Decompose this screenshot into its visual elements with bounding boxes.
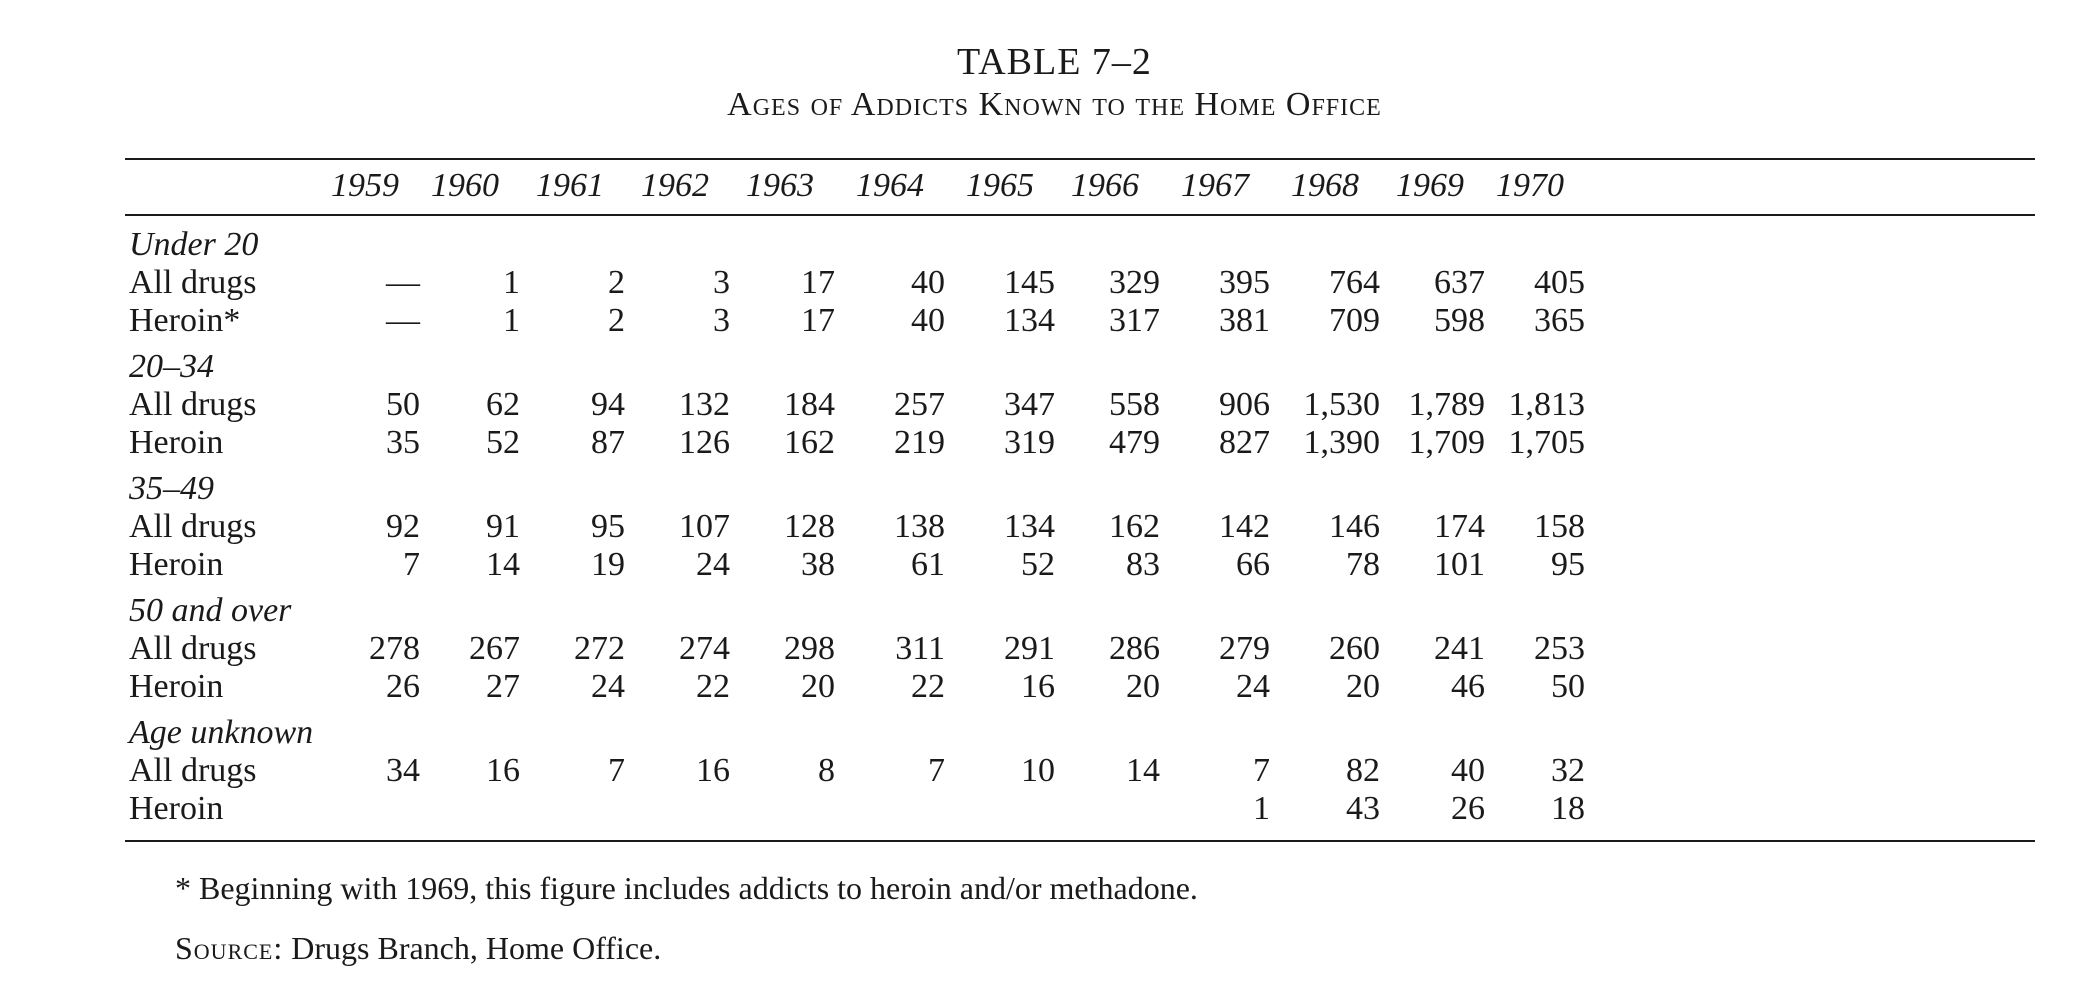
year-header-10: 1969 xyxy=(1396,167,1464,204)
cell-heroin: 1,709 xyxy=(1408,424,1485,461)
cell-all-drugs: 7 xyxy=(608,752,625,789)
source-text: Drugs Branch, Home Office. xyxy=(291,930,662,966)
table-subtitle: Ages of Addicts Known to the Home Office xyxy=(727,86,1382,123)
cell-all-drugs: 94 xyxy=(591,386,625,423)
cell-all-drugs: 906 xyxy=(1219,386,1270,423)
cell-heroin: 66 xyxy=(1236,546,1270,583)
cell-all-drugs: 405 xyxy=(1534,264,1585,301)
cell-all-drugs: 311 xyxy=(895,630,945,667)
cell-heroin: 20 xyxy=(801,668,835,705)
cell-all-drugs: 2 xyxy=(608,264,625,301)
cell-all-drugs: 272 xyxy=(574,630,625,667)
table-body xyxy=(125,226,2035,836)
cell-heroin: 43 xyxy=(1346,790,1380,827)
cell-all-drugs: 8 xyxy=(818,752,835,789)
cell-heroin: 365 xyxy=(1534,302,1585,339)
cell-heroin: 16 xyxy=(1021,668,1055,705)
cell-all-drugs: 395 xyxy=(1219,264,1270,301)
group-label: 20–34 xyxy=(129,348,214,385)
cell-heroin: 22 xyxy=(911,668,945,705)
cell-all-drugs: 32 xyxy=(1551,752,1585,789)
cell-heroin: 709 xyxy=(1329,302,1380,339)
cell-all-drugs: 162 xyxy=(1109,508,1160,545)
bottom-rule xyxy=(125,840,2035,842)
cell-heroin: 134 xyxy=(1004,302,1055,339)
cell-heroin: 87 xyxy=(591,424,625,461)
age-group-0 xyxy=(125,226,2035,348)
cell-all-drugs: 158 xyxy=(1534,508,1585,545)
cell-all-drugs: 347 xyxy=(1004,386,1055,423)
row-label-all-drugs: All drugs xyxy=(129,386,257,423)
cell-all-drugs: 142 xyxy=(1219,508,1270,545)
cell-all-drugs: 267 xyxy=(469,630,520,667)
cell-heroin: 24 xyxy=(696,546,730,583)
cell-all-drugs: 146 xyxy=(1329,508,1380,545)
cell-heroin: 18 xyxy=(1551,790,1585,827)
cell-heroin: 17 xyxy=(801,302,835,339)
row-label-heroin: Heroin xyxy=(129,424,224,461)
cell-all-drugs: 34 xyxy=(386,752,420,789)
cell-heroin: 26 xyxy=(1451,790,1485,827)
year-header-9: 1968 xyxy=(1291,167,1359,204)
row-label-heroin: Heroin* xyxy=(129,302,241,339)
cell-all-drugs: 14 xyxy=(1126,752,1160,789)
cell-heroin: 40 xyxy=(911,302,945,339)
cell-heroin: 1,705 xyxy=(1508,424,1585,461)
cell-all-drugs: 764 xyxy=(1329,264,1380,301)
header-rule xyxy=(125,214,2035,216)
table-title: TABLE 7–2 xyxy=(957,41,1152,83)
age-group-2 xyxy=(125,470,2035,592)
cell-all-drugs: 241 xyxy=(1434,630,1485,667)
year-header-3: 1962 xyxy=(641,167,709,204)
title-block xyxy=(0,40,2089,126)
cell-heroin: 827 xyxy=(1219,424,1270,461)
cell-heroin: 1 xyxy=(1253,790,1270,827)
cell-all-drugs: 1,789 xyxy=(1408,386,1485,423)
year-header-5: 1964 xyxy=(856,167,924,204)
year-header-2: 1961 xyxy=(536,167,604,204)
cell-all-drugs: 16 xyxy=(696,752,730,789)
cell-all-drugs: 82 xyxy=(1346,752,1380,789)
cell-all-drugs: 40 xyxy=(911,264,945,301)
year-header-6: 1965 xyxy=(966,167,1034,204)
cell-all-drugs: 107 xyxy=(679,508,730,545)
cell-all-drugs: 10 xyxy=(1021,752,1055,789)
cell-all-drugs: 40 xyxy=(1451,752,1485,789)
cell-all-drugs: 17 xyxy=(801,264,835,301)
source-label: Source: xyxy=(175,930,284,966)
cell-all-drugs: 62 xyxy=(486,386,520,423)
cell-all-drugs: 92 xyxy=(386,508,420,545)
cell-heroin: 381 xyxy=(1219,302,1270,339)
cell-all-drugs: 1,530 xyxy=(1303,386,1380,423)
cell-all-drugs: 7 xyxy=(1253,752,1270,789)
cell-heroin: 14 xyxy=(486,546,520,583)
year-header-8: 1967 xyxy=(1181,167,1249,204)
cell-heroin: 61 xyxy=(911,546,945,583)
row-label-all-drugs: All drugs xyxy=(129,752,257,789)
cell-all-drugs: 50 xyxy=(386,386,420,423)
cell-heroin: 52 xyxy=(486,424,520,461)
cell-all-drugs: 174 xyxy=(1434,508,1485,545)
group-label: Under 20 xyxy=(129,226,259,263)
year-header-7: 1966 xyxy=(1071,167,1139,204)
year-header-1: 1960 xyxy=(431,167,499,204)
row-label-heroin: Heroin xyxy=(129,668,224,705)
cell-heroin: 219 xyxy=(894,424,945,461)
row-label-heroin: Heroin xyxy=(129,790,224,827)
group-label: Age unknown xyxy=(129,714,314,751)
cell-all-drugs: 279 xyxy=(1219,630,1270,667)
cell-all-drugs: 637 xyxy=(1434,264,1485,301)
cell-heroin: 38 xyxy=(801,546,835,583)
cell-all-drugs: 91 xyxy=(486,508,520,545)
cell-heroin: 126 xyxy=(679,424,730,461)
year-header-11: 1970 xyxy=(1496,167,1564,204)
cell-all-drugs: 7 xyxy=(928,752,945,789)
footnote: * Beginning with 1969, this figure includes addicts to heroin and/or methadone. xyxy=(175,870,1198,906)
row-label-all-drugs: All drugs xyxy=(129,264,257,301)
cell-heroin: 22 xyxy=(696,668,730,705)
cell-all-drugs: 16 xyxy=(486,752,520,789)
year-header-row xyxy=(125,160,2035,212)
year-header-4: 1963 xyxy=(746,167,814,204)
cell-heroin: 20 xyxy=(1346,668,1380,705)
cell-heroin: 319 xyxy=(1004,424,1055,461)
group-label: 35–49 xyxy=(129,470,214,507)
cell-heroin: 20 xyxy=(1126,668,1160,705)
cell-all-drugs: 145 xyxy=(1004,264,1055,301)
cell-heroin: 50 xyxy=(1551,668,1585,705)
cell-all-drugs: 128 xyxy=(784,508,835,545)
cell-heroin: 1 xyxy=(503,302,520,339)
cell-all-drugs: 1,813 xyxy=(1508,386,1585,423)
year-header-0: 1959 xyxy=(331,167,399,204)
row-label-heroin: Heroin xyxy=(129,546,224,583)
cell-heroin: 19 xyxy=(591,546,625,583)
row-label-all-drugs: All drugs xyxy=(129,508,257,545)
cell-all-drugs: 3 xyxy=(713,264,730,301)
cell-heroin: 24 xyxy=(591,668,625,705)
cell-all-drugs: 278 xyxy=(369,630,420,667)
cell-all-drugs: 286 xyxy=(1109,630,1160,667)
age-group-3 xyxy=(125,592,2035,714)
cell-all-drugs: 329 xyxy=(1109,264,1160,301)
cell-heroin: 162 xyxy=(784,424,835,461)
cell-all-drugs: 260 xyxy=(1329,630,1380,667)
cell-heroin: 35 xyxy=(386,424,420,461)
cell-all-drugs: 253 xyxy=(1534,630,1585,667)
source-line xyxy=(175,928,661,968)
cell-heroin: 3 xyxy=(713,302,730,339)
cell-all-drugs: 134 xyxy=(1004,508,1055,545)
cell-all-drugs: 95 xyxy=(591,508,625,545)
age-group-1 xyxy=(125,348,2035,470)
cell-all-drugs: 558 xyxy=(1109,386,1160,423)
cell-all-drugs: 298 xyxy=(784,630,835,667)
cell-heroin: 78 xyxy=(1346,546,1380,583)
cell-all-drugs: 1 xyxy=(503,264,520,301)
cell-all-drugs: 257 xyxy=(894,386,945,423)
cell-heroin: 479 xyxy=(1109,424,1160,461)
cell-heroin: 1,390 xyxy=(1303,424,1380,461)
cell-heroin: 7 xyxy=(403,546,420,583)
cell-all-drugs: 138 xyxy=(894,508,945,545)
cell-heroin: 317 xyxy=(1109,302,1160,339)
row-label-all-drugs: All drugs xyxy=(129,630,257,667)
cell-heroin: 83 xyxy=(1126,546,1160,583)
cell-heroin: 46 xyxy=(1451,668,1485,705)
cell-heroin: — xyxy=(386,302,420,339)
cell-heroin: 26 xyxy=(386,668,420,705)
age-group-4 xyxy=(125,714,2035,836)
cell-heroin: 598 xyxy=(1434,302,1485,339)
cell-all-drugs: 274 xyxy=(679,630,730,667)
cell-all-drugs: — xyxy=(386,264,420,301)
cell-all-drugs: 132 xyxy=(679,386,730,423)
group-label: 50 and over xyxy=(129,592,292,629)
cell-heroin: 52 xyxy=(1021,546,1055,583)
cell-heroin: 101 xyxy=(1434,546,1485,583)
cell-heroin: 24 xyxy=(1236,668,1270,705)
cell-heroin: 27 xyxy=(486,668,520,705)
cell-heroin: 95 xyxy=(1551,546,1585,583)
cell-all-drugs: 184 xyxy=(784,386,835,423)
cell-all-drugs: 291 xyxy=(1004,630,1055,667)
cell-heroin: 2 xyxy=(608,302,625,339)
